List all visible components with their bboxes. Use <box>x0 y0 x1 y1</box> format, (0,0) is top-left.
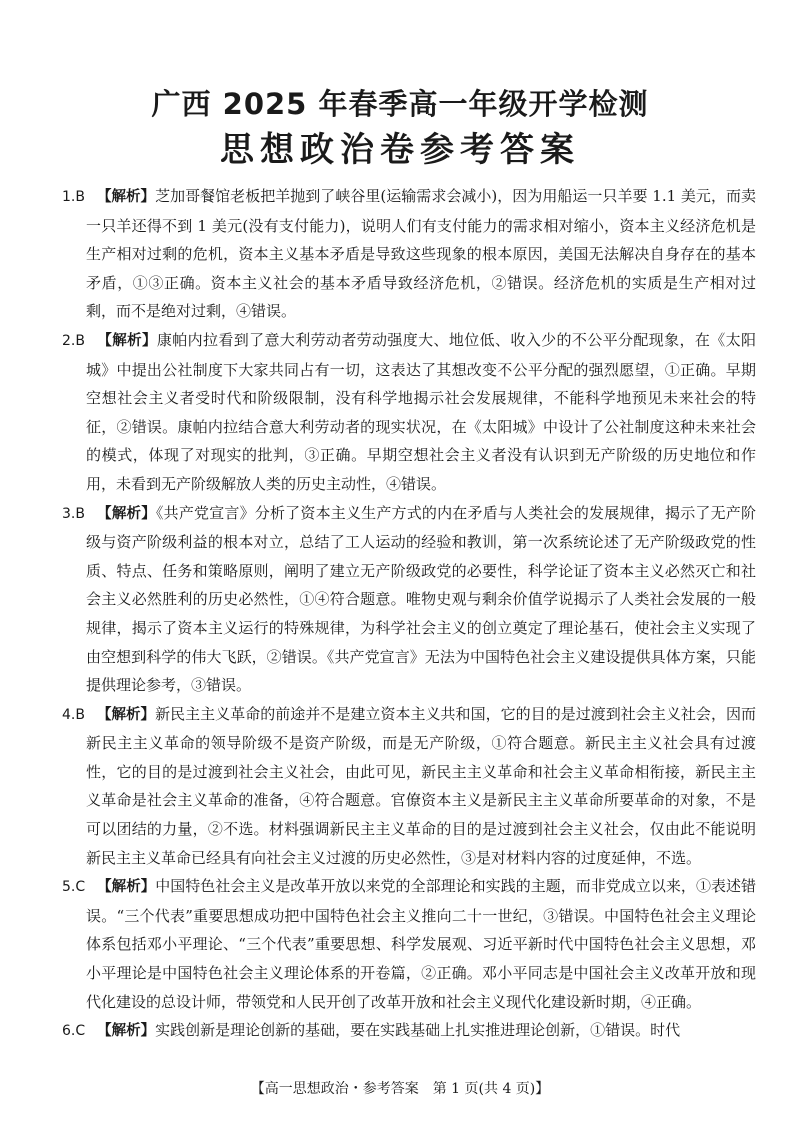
item-number: 1. <box>62 189 76 205</box>
item-answer: C <box>75 879 86 896</box>
answer-item-2 <box>62 326 756 499</box>
answer-list <box>62 182 756 1046</box>
answer-item-5 <box>62 872 756 1016</box>
item-number: 6. <box>62 1023 76 1040</box>
item-text: 新民主主义革命的前途并不是建立资本主义共和国，它的目的是过渡到社会主义社会，因而新民主主义革命的领导阶级不是资产阶级，而是无产阶级，①符合题意。新民主主义社会具有过渡性，它的目的是过渡到社会主义社会，由此可见，新民主主义革命和社会主义革命相衔接，新民主主义革命是社会主义革命的准备，④符合题意。官僚资本主义是新民主主义革命所要革命的对象，不是可以团结的力量，②不选。材料强调新民主主义革命的目的是过渡到社会主义社会，仅由此不能说明新民主主义革命已经具有向社会主义过渡的历史必然性，③是对材料内容的过度延伸，不选。 <box>86 704 756 867</box>
item-number: 4. <box>62 706 76 723</box>
item-text: 康帕内拉看到了意大利劳动者劳动强度大、地位低、收入少的不公平分配现象，在《太阳城》中提出公社制度下大家共同占有一切，这表达了其想改变不公平分配的强烈愿望，①正确。早期空想社会主义者受时代和阶级限制，没有科学地揭示社会发展规律，不能科学地预见未来社会的特征，②错误。康帕内拉结合意大利劳动者的现实状况，在《太阳城》中设计了公社制度这种未来社会的模式，体现了对现实的批判，③正确。早期空想社会主义者没有认识到无产阶级的历史地位和作用，未看到无产阶级解放人类的历史主动性，④错误。 <box>86 330 757 493</box>
document-subtitle: 思想政治卷参考答案 <box>220 130 580 170</box>
analysis-tag: 【解析】 <box>96 189 156 205</box>
answer-item-4 <box>62 700 756 873</box>
item-text: 实践创新是理论创新的基础，要在实践基础上扎实推进理论创新，①错误。时代 <box>155 1021 681 1040</box>
item-answer: B <box>75 706 85 723</box>
answer-item-6 <box>62 1016 756 1046</box>
page-footer: 【高一思想政治・参考答案 第 1 页(共 4 页)】 <box>250 1081 550 1097</box>
item-answer: B <box>75 505 85 522</box>
analysis-tag: 【解析】 <box>96 332 157 349</box>
analysis-tag: 【解析】 <box>97 1023 156 1040</box>
item-answer: B <box>75 189 85 205</box>
item-text: 芝加哥餐馆老板把羊抛到了峡谷里(运输需求会减小)，因为用船运一只羊要 1.1 美元，而卖一只羊还得不到 1 美元(没有支付能力)，说明人们有支付能力的需求相对缩小，资本主义经济危机是生产相对过剩的危机，资本主义基本矛盾是导致这些现象的根本原因，美国无法解决自身存在的基本矛盾，①③正确。资本主义社会的基本矛盾导致经济危机，②错误。经济危机的实质是生产相对过剩，而不是绝对过剩，④错误。 <box>86 187 756 321</box>
item-number: 2. <box>62 332 76 349</box>
item-number: 3. <box>62 505 76 522</box>
analysis-tag: 【解析】 <box>97 879 156 896</box>
document-title: 广西 2025 年春季高一年级开学检测 <box>151 87 649 121</box>
analysis-tag: 【解析】 <box>96 706 156 723</box>
answer-item-1 <box>62 182 756 326</box>
answer-item-3 <box>62 499 756 700</box>
item-number: 5. <box>62 879 76 896</box>
analysis-tag: 【解析】 <box>96 505 156 522</box>
item-text: 中国特色社会主义是改革开放以来党的全部理论和实践的主题，而非党成立以来，①表述错误。“三个代表”重要思想成功把中国特色社会主义推向二十一世纪，③错误。中国特色社会主义理论体系包括邓小平理论、“三个代表”重要思想、科学发展观、习近平新时代中国特色社会主义思想，邓小平理论是中国特色社会主义理论体系的开卷篇，②正确。邓小平同志是中国社会主义改革开放和现代化建设的总设计师，带领党和人民开创了改革开放和社会主义现代化建设新时期，④正确。 <box>86 877 757 1011</box>
item-answer: C <box>75 1023 86 1040</box>
item-text: 《共产党宣言》分析了资本主义生产方式的内在矛盾与人类社会的发展规律，揭示了无产阶级与资产阶级利益的根本对立，总结了工人运动的经验和教训，第一次系统论述了无产阶级政党的性质、特点、任务和策略原则，阐明了建立无产阶级政党的必要性，科学论证了资本主义必然灭亡和社会主义必然胜利的历史必然性，①④符合题意。唯物史观与剩余价值学说揭示了人类社会发展的一般规律，揭示了资本主义运行的特殊规律，为科学社会主义的创立奠定了理论基石，使社会主义实现了由空想到科学的伟大飞跃，②错误。《共产党宣言》无法为中国特色社会主义建设提供具体方案，只能提供理论参考，③错误。 <box>86 503 756 695</box>
item-answer: B <box>75 332 85 349</box>
